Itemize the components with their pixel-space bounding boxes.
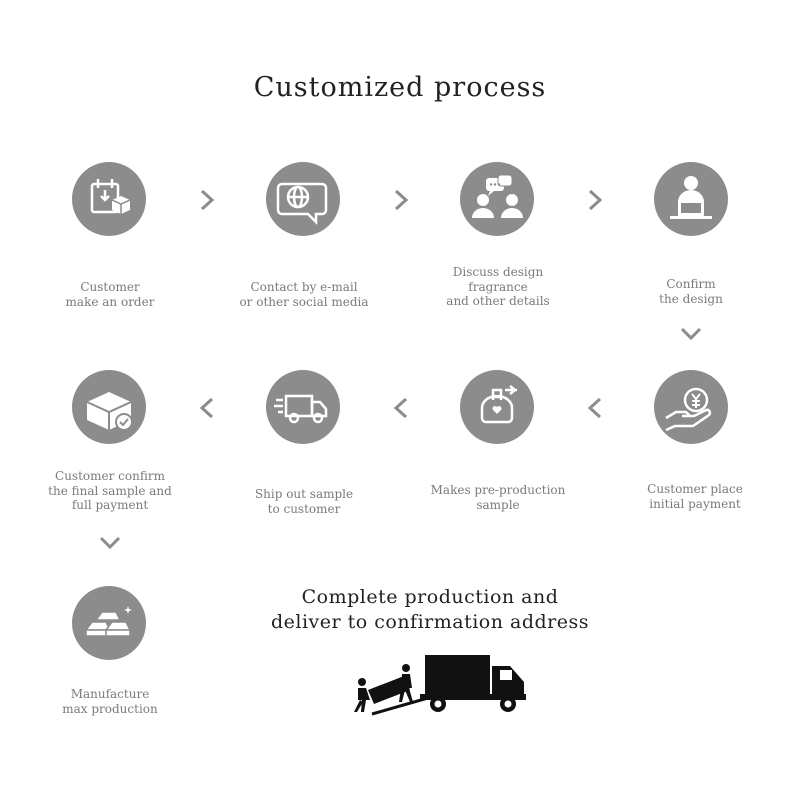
step-label: Customer make an order	[65, 280, 155, 309]
step-label: Contact by e-mail or other social media	[239, 280, 369, 309]
final-step-text: Complete production and deliver to confirmation address	[270, 586, 590, 633]
arrow-down-icon	[99, 532, 121, 554]
calendar-box-icon	[72, 162, 146, 236]
hand-yen-coin-icon	[654, 370, 728, 444]
arrow-left-icon	[390, 397, 412, 419]
gold-bars-icon	[72, 586, 146, 660]
step-label: Ship out sample to customer	[254, 487, 354, 516]
person-laptop-icon	[654, 162, 728, 236]
arrow-right-icon	[196, 189, 218, 211]
movers-truck-icon	[350, 650, 530, 720]
perfume-bottle-icon	[460, 370, 534, 444]
globe-chat-icon	[266, 162, 340, 236]
people-discussion-icon	[460, 162, 534, 236]
step-label: Discuss design fragrance and other details	[446, 265, 550, 308]
arrow-right-icon	[390, 189, 412, 211]
step-label: Customer place initial payment	[647, 482, 743, 511]
step-label: Makes pre-production sample	[430, 483, 566, 512]
box-check-icon	[72, 370, 146, 444]
step-label: Confirm the design	[659, 277, 723, 306]
step-label: Manufacture max production	[62, 687, 158, 716]
step-label: Customer confirm the final sample and full payment	[48, 469, 172, 512]
arrow-left-icon	[196, 397, 218, 419]
delivery-truck-icon	[266, 370, 340, 444]
arrow-down-icon	[680, 323, 702, 345]
arrow-right-icon	[584, 189, 606, 211]
diagram-title: Customized process	[253, 72, 547, 103]
arrow-left-icon	[584, 397, 606, 419]
